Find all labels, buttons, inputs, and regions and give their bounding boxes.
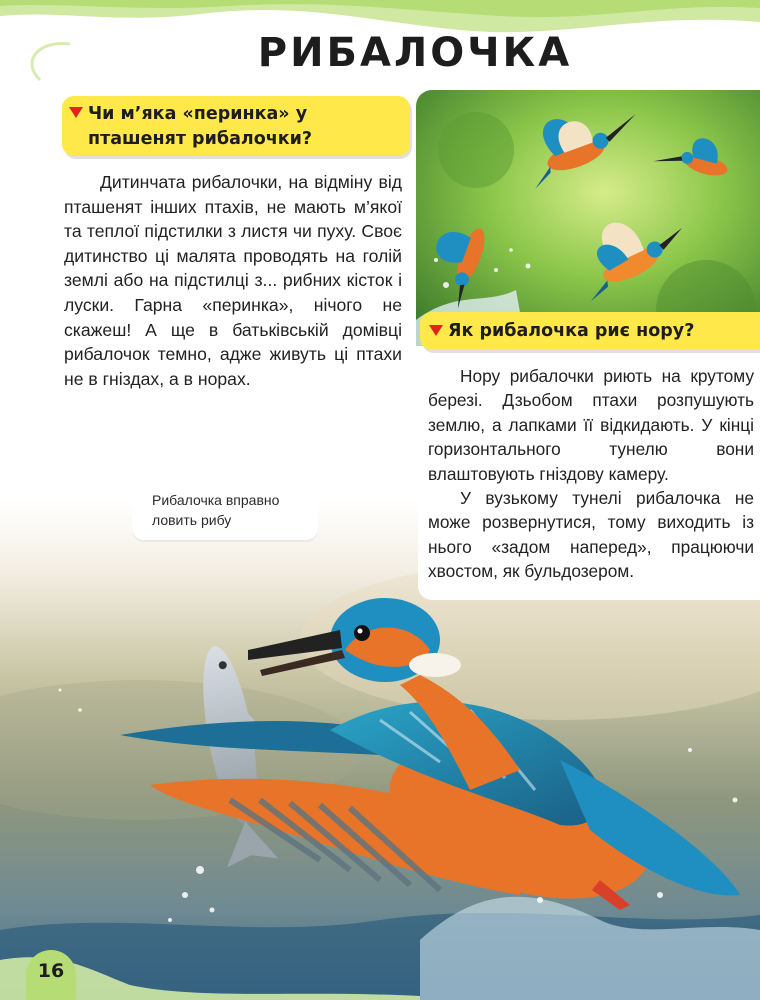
section-2-paragraph-1: Нору рибалочки риють на крутому березі. Дзьобом птахи розпушують землю, а лапками її відкидають. У кінці горизонтального тунелю вони влаштовують гніздову камеру. xyxy=(428,366,754,484)
red-triangle-down-icon xyxy=(69,107,83,118)
section-1-paragraph: Дитинчата рибалочки, на відміну від пташенят інших птахів, не мають м’якої та теплої підстилки з листя чи пуху. Своє дитинство ці малята проводять на голій землі або на підстилці з... рибних кісток і луски. Гарна «перинка», нічого не скажеш! А ще в батьківській домівці рибалочок темно, адже живуть ці птахи не в гніздах, а в норах. xyxy=(64,172,402,389)
section-2-body xyxy=(428,364,754,584)
page-title: РИБАЛОЧКА xyxy=(257,30,573,76)
page-number: 16 xyxy=(37,960,65,982)
section-2-paragraph-2: У вузькому тунелі рибалочка не може розвернутися, тому виходить із нього «задом наперед», працюючи хвостом, як бульдозером. xyxy=(428,488,754,582)
red-triangle-down-icon xyxy=(429,325,443,336)
bottom-wave-decoration xyxy=(0,930,760,1000)
photo-caption: Рибалочка вправно ловить рибу xyxy=(152,492,280,528)
kingfishers-flying-photo xyxy=(416,90,760,346)
question-box-1 xyxy=(62,96,410,156)
question-2-text: Як рибалочка риє нору? xyxy=(448,321,695,341)
section-1-body xyxy=(64,170,402,391)
question-box-2 xyxy=(420,312,760,350)
question-1-text: Чи м’яка «перинка» у пташенят рибалочки? xyxy=(88,104,313,149)
